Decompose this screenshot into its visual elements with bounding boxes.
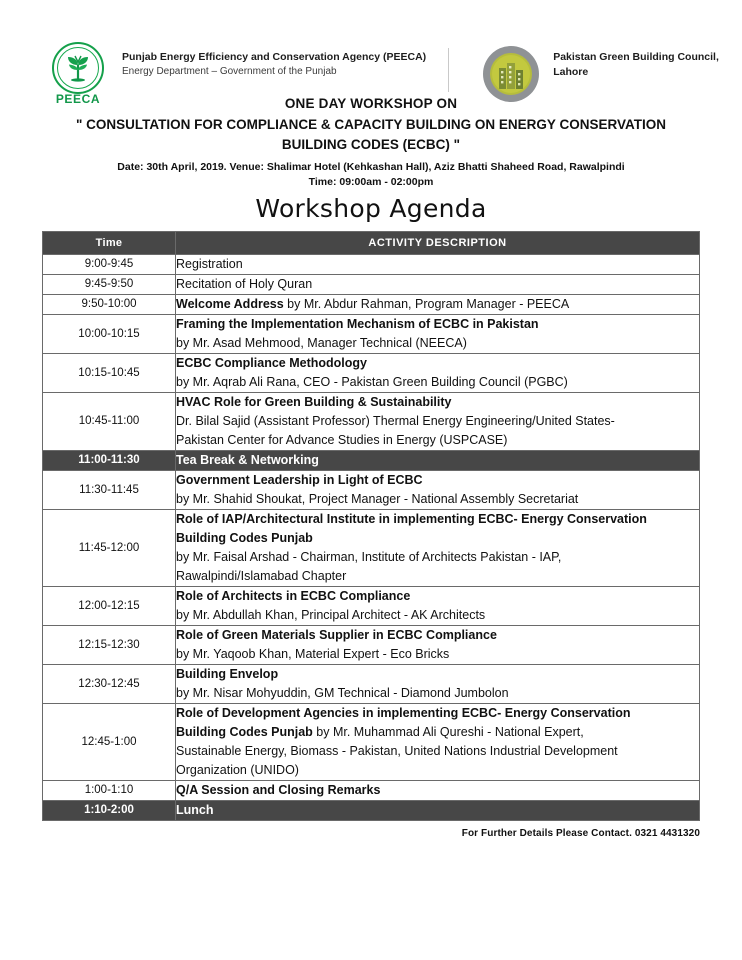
activity-line-bold: ECBC Compliance Methodology: [176, 356, 367, 371]
agenda-table: [42, 231, 700, 821]
cell-activity: [176, 471, 700, 510]
activity-line: Rawalpindi/Islamabad Chapter: [176, 569, 347, 584]
cell-activity: [176, 393, 700, 451]
table-row: [43, 471, 700, 510]
activity-line-bold: Q/A Session and Closing Remarks: [176, 783, 381, 798]
table-row: [43, 451, 700, 471]
column-header-time: Time: [43, 232, 176, 255]
cell-time: 1:10-2:00: [43, 801, 176, 821]
header-divider: [448, 48, 449, 92]
activity-line-bold: Role of IAP/Architectural Institute in implementing ECBC- Energy Conservation: [176, 512, 647, 527]
cell-activity: [176, 354, 700, 393]
activity-line: Welcome Address by Mr. Abdur Rahman, Program Manager - PEECA: [176, 297, 570, 312]
activity-line: [176, 801, 699, 820]
cell-time: 11:00-11:30: [43, 451, 176, 471]
activity-line: [176, 451, 699, 470]
activity-line-bold: Role of Green Materials Supplier in ECBC Compliance: [176, 628, 497, 643]
activity-line: [176, 510, 699, 529]
activity-line: Sustainable Energy, Biomass - Pakistan, United Nations Industrial Development: [176, 744, 618, 759]
cell-time: 10:15-10:45: [43, 354, 176, 393]
cell-activity: [176, 781, 700, 801]
activity-line-bold: Welcome Address: [176, 297, 284, 312]
activity-line: [176, 704, 699, 723]
building-icon: [492, 55, 530, 93]
activity-line: [176, 626, 699, 645]
activity-line-bold: Building Codes Punjab: [176, 725, 313, 740]
activity-line: by Mr. Shahid Shoukat, Project Manager - National Assembly Secretariat: [176, 492, 579, 507]
peeca-org-name: Punjab Energy Efficiency and Conservation Agency (PEECA): [122, 51, 427, 63]
activity-line: by Mr. Asad Mehmood, Manager Technical (NEECA): [176, 336, 467, 351]
table-row: [43, 665, 700, 704]
peeca-logo-wordmark: PEECA: [55, 92, 101, 106]
page-title: Workshop Agenda: [255, 194, 487, 224]
pgbc-logo: [483, 46, 539, 102]
table-row: [43, 801, 700, 821]
cell-time: 12:00-12:15: [43, 587, 176, 626]
activity-line-bold: Building Codes Punjab: [176, 531, 313, 546]
cell-activity: [176, 801, 700, 821]
activity-line: by Mr. Yaqoob Khan, Material Expert - Eco Bricks: [176, 647, 450, 662]
cell-time: 9:50-10:00: [43, 295, 176, 315]
cell-time: 12:30-12:45: [43, 665, 176, 704]
peeca-logo: [48, 42, 108, 108]
agenda-table-body: [43, 255, 700, 821]
table-row: [43, 704, 700, 781]
cell-activity: [176, 704, 700, 781]
table-row: [43, 354, 700, 393]
cell-time: 9:45-9:50: [43, 275, 176, 295]
cell-activity: [176, 275, 700, 295]
cell-time: 10:00-10:15: [43, 315, 176, 354]
table-row: [43, 255, 700, 275]
activity-line: by Mr. Nisar Mohyuddin, GM Technical - Diamond Jumbolon: [176, 686, 509, 701]
activity-line-bold: Building Envelop: [176, 667, 279, 682]
cell-time: 11:30-11:45: [43, 471, 176, 510]
activity-line-bold: Role of Architects in ECBC Compliance: [176, 589, 411, 604]
activity-line: [176, 354, 699, 373]
cell-time: 10:45-11:00: [43, 393, 176, 451]
workshop-time: Time: 09:00am - 02:00pm: [308, 176, 434, 189]
table-row: [43, 781, 700, 801]
cell-activity: [176, 295, 700, 315]
pgbc-org-name: Pakistan Green Building Council,: [553, 51, 719, 63]
activity-line: Recitation of Holy Quran: [176, 277, 313, 292]
activity-line: Building Codes Punjab by Mr. Muhammad Ali Qureshi - National Expert,: [176, 725, 584, 740]
cell-activity: [176, 451, 700, 471]
cell-activity: [176, 510, 700, 587]
footer-contact: For Further Details Please Contact. 0321 4431320: [461, 828, 700, 840]
cell-time: 1:00-1:10: [43, 781, 176, 801]
workshop-title: " CONSULTATION FOR COMPLIANCE & CAPACITY BUILDING ON ENERGY CONSERVATION BUILDING CODES (ECBC) ": [76, 117, 666, 152]
cell-time: 9:00-9:45: [43, 255, 176, 275]
activity-line: Organization (UNIDO): [176, 763, 299, 778]
activity-line: by Mr. Abdullah Khan, Principal Architect - AK Architects: [176, 608, 486, 623]
activity-line: Dr. Bilal Sajid (Assistant Professor) Thermal Energy Engineering/United States-: [176, 414, 615, 429]
cell-activity: [176, 587, 700, 626]
workshop-date-venue: Date: 30th April, 2019. Venue: Shalimar Hotel (Kehkashan Hall), Aziz Bhatti Shaheed Road, Rawalpindi: [117, 161, 625, 174]
plant-icon: [65, 54, 91, 82]
activity-line: [176, 665, 699, 684]
table-row: [43, 315, 700, 354]
pgbc-org-city: Lahore: [553, 66, 589, 79]
activity-line-bold: HVAC Role for Green Building & Sustainability: [176, 395, 452, 410]
activity-line: [176, 529, 699, 548]
activity-line: Pakistan Center for Advance Studies in Energy (USPCASE): [176, 433, 508, 448]
table-row: [43, 510, 700, 587]
activity-line: [176, 393, 699, 412]
pgbc-org-text: [553, 46, 719, 80]
cell-activity: [176, 626, 700, 665]
table-row: [43, 295, 700, 315]
cell-activity: [176, 315, 700, 354]
cell-time: 12:15-12:30: [43, 626, 176, 665]
cell-activity: [176, 665, 700, 704]
activity-line-bold: Framing the Implementation Mechanism of ECBC in Pakistan: [176, 317, 539, 332]
table-header-row: [43, 232, 700, 255]
activity-line-bold: Lunch: [176, 803, 214, 818]
activity-line-bold: Government Leadership in Light of ECBC: [176, 473, 423, 488]
cell-activity: [176, 255, 700, 275]
activity-line: by Mr. Aqrab Ali Rana, CEO - Pakistan Green Building Council (PGBC): [176, 375, 568, 390]
table-row: [43, 587, 700, 626]
table-row: [43, 626, 700, 665]
activity-line: by Mr. Faisal Arshad - Chairman, Institute of Architects Pakistan - IAP,: [176, 550, 562, 565]
table-row: [43, 275, 700, 295]
activity-line: [176, 471, 699, 490]
peeca-org-text: [122, 46, 426, 80]
workshop-kicker: ONE DAY WORKSHOP ON: [284, 96, 458, 111]
activity-line: [176, 587, 699, 606]
activity-line-bold: Role of Development Agencies in implementing ECBC- Energy Conservation: [176, 706, 631, 721]
column-header-activity: ACTIVITY DESCRIPTION: [176, 232, 700, 255]
activity-line: [176, 315, 699, 334]
cell-time: 12:45-1:00: [43, 704, 176, 781]
peeca-org-subtitle: Energy Department – Government of the Punjab: [122, 66, 337, 78]
activity-line: Registration: [176, 257, 243, 272]
title-block: [0, 96, 742, 223]
pgbc-org-block: [483, 46, 719, 102]
table-row: [43, 393, 700, 451]
activity-line-bold: Tea Break & Networking: [176, 453, 319, 468]
activity-line: [176, 781, 699, 800]
agenda-table-head: [43, 232, 700, 255]
pgbc-logo-inner-disc: [492, 55, 530, 93]
cell-time: 11:45-12:00: [43, 510, 176, 587]
agenda-table-container: [42, 231, 700, 821]
